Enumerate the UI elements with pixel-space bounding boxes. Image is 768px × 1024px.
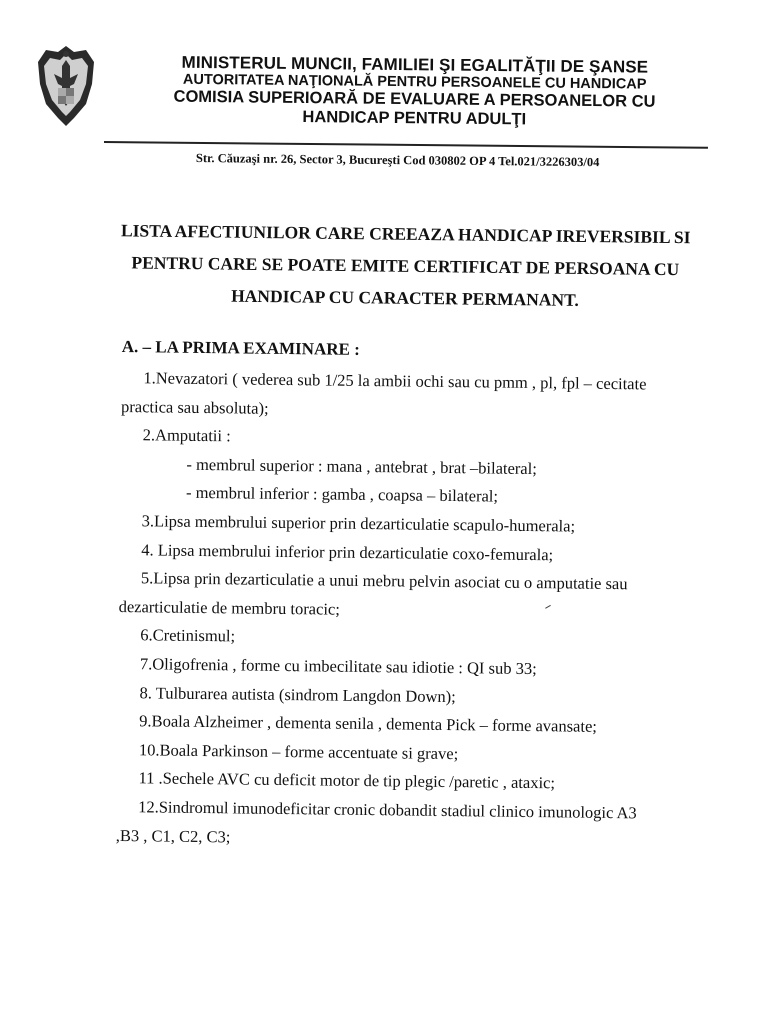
list-item: 5.Lipsa prin dezarticulatie a unui mebru pelvin asociat cu o amputatie sau <box>140 568 628 594</box>
title-line-3: HANDICAP CU CARACTER PERMANANT. <box>231 285 579 310</box>
list-item: 7.Oligofrenia , forme cu imbecilitate sau idiotie : QI sub 33; <box>139 654 537 679</box>
list-item: 12.Sindromul imunodeficitar cronic dobandit stadiul clinico imunologic A3 <box>138 797 637 823</box>
list-item: 9.Boala Alzheimer , dementa senila , dementa Pick – forme avansate; <box>139 711 598 736</box>
title-line-2: PENTRU CARE SE POATE EMITE CERTIFICAT DE PERSOANA CU <box>131 252 680 280</box>
document-title <box>95 214 716 318</box>
list-item: 1.Nevazatori ( vederea sub 1/25 la ambii ochi sau cu pmm , pl, fpl – cecitate <box>143 368 647 394</box>
letterhead <box>109 52 720 131</box>
header-divider <box>104 141 708 149</box>
document-body <box>116 332 722 857</box>
list-item: 3.Lipsa membrului superior prin dezarticulatie scapulo-humerala; <box>141 511 576 536</box>
list-subitem: - membrul inferior : gamba , coapsa – bilateral; <box>185 483 499 506</box>
section-heading: A. – LA PRIMA EXAMINARE : <box>121 336 360 359</box>
title-line-1: LISTA AFECTIUNILOR CARE CREEAZA HANDICAP IREVERSIBIL SI <box>120 220 691 248</box>
ministry-name: MINISTERUL MUNCII, FAMILIEI ŞI EGALITĂŢII DE ŞANSE <box>181 52 649 77</box>
list-item: 8. Tulburarea autista (sindrom Langdon Down); <box>139 682 456 706</box>
authority-name: AUTORITATEA NAŢIONALĂ PENTRU PERSOANELE CU HANDICAP <box>182 71 647 93</box>
commission-name-line2: HANDICAP PENTRU ADULŢI <box>302 108 527 129</box>
address-line: Str. Căuzaşi nr. 26, Sector 3, Bucureşti Cod 030802 OP 4 Tel.021/3226303/04 <box>195 151 600 170</box>
list-item: 10.Boala Parkinson – forme accentuate si grave; <box>138 739 459 763</box>
list-item-continuation: dezarticulatie de membru toracic; <box>118 596 341 619</box>
commission-name: COMISIA SUPERIOARĂ DE EVALUARE A PERSOANELOR CU <box>173 87 656 111</box>
romanian-coat-of-arms-icon <box>34 44 98 128</box>
list-item: 2.Amputatii : <box>142 425 231 446</box>
list-item-continuation: practica sau absoluta); <box>120 396 269 418</box>
list-item-continuation: ,B3 , C1, C2, C3; <box>115 825 231 846</box>
list-item: 6.Cretinismul; <box>140 625 236 646</box>
list-item: 11 .Sechele AVC cu deficit motor de tip plegic /paretic , ataxic; <box>138 768 556 793</box>
list-item: 4. Lipsa membrului inferior prin dezarticulatie coxo-femurala; <box>141 539 554 564</box>
list-subitem: - membrul superior : mana , antebrat , brat –bilateral; <box>186 454 537 478</box>
